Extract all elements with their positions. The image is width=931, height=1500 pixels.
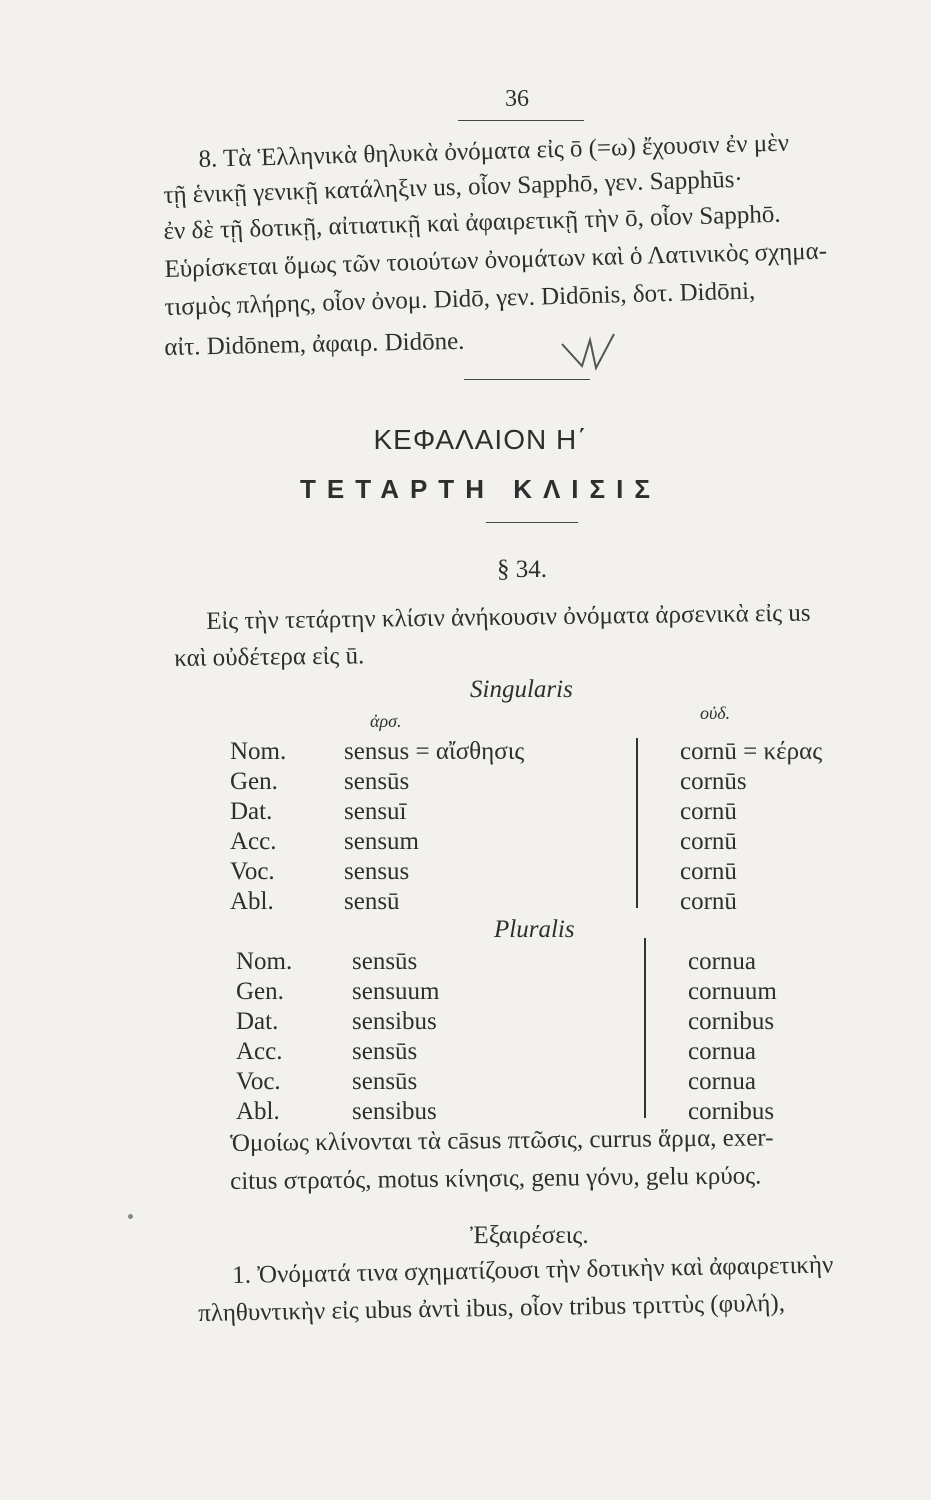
intro-line1: Εἰς τὴν τετάρτην κλίσιν ἀνήκουσιν ὀνόματα ἀρσενικὰ εἰς us (206, 599, 811, 635)
plural-case-2: Gen. (236, 978, 284, 1005)
para8-line3: ἐν δὲ τῇ δοτικῇ, αἰτιατικῇ καὶ ἀφαιρετικῇ τὴν ō, οἷον Sapphō. (163, 200, 781, 245)
intro-line2: καὶ οὐδέτερα εἰς ū. (174, 642, 365, 672)
similar-line2: citus στρατός, motus κίνησις, genu γόνυ, gelu κρύος. (230, 1162, 762, 1195)
plural-neut-5: cornua (688, 1068, 757, 1095)
chapter-subtitle: ΤΕΤΑΡΤΗ ΚΛΙΣΙΣ (300, 474, 661, 504)
plural-neut-2: cornuum (688, 978, 777, 1005)
singular-masc-4: sensum (344, 828, 419, 855)
plural-divider (644, 938, 646, 1118)
singular-masc-5: sensus (344, 858, 410, 885)
plural-masc-2: sensuum (352, 978, 440, 1005)
exceptions-line1: 1. Ὀνόματά τινα σχηματίζουσι τὴν δοτικὴν καὶ ἀφαιρετικὴν (232, 1251, 834, 1289)
plural-case-6: Abl. (236, 1098, 280, 1125)
singular-case-6: Abl. (230, 888, 274, 915)
singular-heading: Singularis (470, 676, 573, 703)
para8-line5: τισμὸς πλήρης, οἷον ὀνομ. Didō, γεν. Didōnis, δοτ. Didōni, (164, 277, 756, 321)
plural-case-1: Nom. (236, 948, 293, 975)
plural-masc-4: sensūs (352, 1038, 418, 1065)
masc-head: ἀρσ. (370, 711, 402, 731)
singular-case-4: Acc. (230, 828, 277, 855)
singular-neut-5: cornū (680, 858, 737, 885)
para8-line1: 8. Τὰ Ἑλληνικὰ θηλυκὰ ὀνόματα εἰς ō (=ω) ἔχουσιν ἐν μὲν (198, 129, 790, 173)
singular-case-1: Nom. (230, 738, 287, 765)
plural-case-3: Dat. (236, 1008, 279, 1035)
singular-case-3: Dat. (230, 798, 273, 825)
plural-neut-3: cornibus (688, 1008, 775, 1035)
plural-case-4: Acc. (236, 1038, 283, 1065)
singular-masc-6: sensū (344, 888, 400, 915)
similar-line1: Ὁμοίως κλίνονται τὰ cāsus πτῶσις, currus ἅρμα, exer- (230, 1124, 774, 1157)
plural-neut-1: cornua (688, 948, 757, 975)
neut-head: οὐδ. (700, 703, 731, 723)
plural-masc-5: sensūs (352, 1068, 418, 1095)
singular-masc-1: sensus = αἴσθησις (344, 738, 525, 765)
singular-masc-2: sensūs (344, 768, 410, 795)
section-rule (464, 379, 590, 380)
singular-neut-3: cornū (680, 798, 737, 825)
singular-divider (636, 738, 638, 908)
para8-line2: τῇ ἑνικῇ γενικῇ κατάληξιν us, οἷον Sapphō, γεν. Sapphūs· (163, 165, 744, 209)
page-number: 36 (505, 86, 529, 112)
header-rule (458, 120, 584, 121)
plural-neut-4: cornua (688, 1038, 757, 1065)
pencil-checkmark (560, 330, 620, 380)
plural-masc-1: sensūs (352, 948, 418, 975)
singular-masc-3: sensuī (344, 798, 407, 825)
singular-case-2: Gen. (230, 768, 278, 795)
singular-neut-6: cornū (680, 888, 737, 915)
plural-heading: Pluralis (494, 916, 575, 943)
exceptions-heading: Ἐξαιρέσεις. (470, 1222, 589, 1249)
plural-neut-6: cornibus (688, 1098, 775, 1125)
plural-masc-3: sensibus (352, 1008, 437, 1035)
para8-line6: αἰτ. Didōnem, ἀφαιρ. Didōne. (164, 327, 465, 361)
plural-case-5: Voc. (236, 1068, 281, 1095)
plural-masc-6: sensibus (352, 1098, 437, 1125)
section-number: § 34. (497, 556, 547, 583)
chapter-title: ΚΕΦΑΛΑΙΟΝ Η΄ (373, 424, 588, 455)
singular-neut-4: cornū (680, 828, 737, 855)
singular-neut-1: cornū = κέρας (680, 738, 823, 765)
exceptions-line2: πληθυντικὴν εἰς ubus ἀντὶ ibus, οἷον tribus τριττὺς (φυλή), (198, 1289, 786, 1327)
chapter-rule (486, 522, 578, 523)
paper-speck (128, 1214, 133, 1219)
singular-case-5: Voc. (230, 858, 275, 885)
singular-neut-2: cornūs (680, 768, 747, 795)
para8-line4: Εὑρίσκεται ὅμως τῶν τοιούτων ὀνομάτων καὶ ὁ Λατινικὸς σχημα- (164, 237, 828, 283)
